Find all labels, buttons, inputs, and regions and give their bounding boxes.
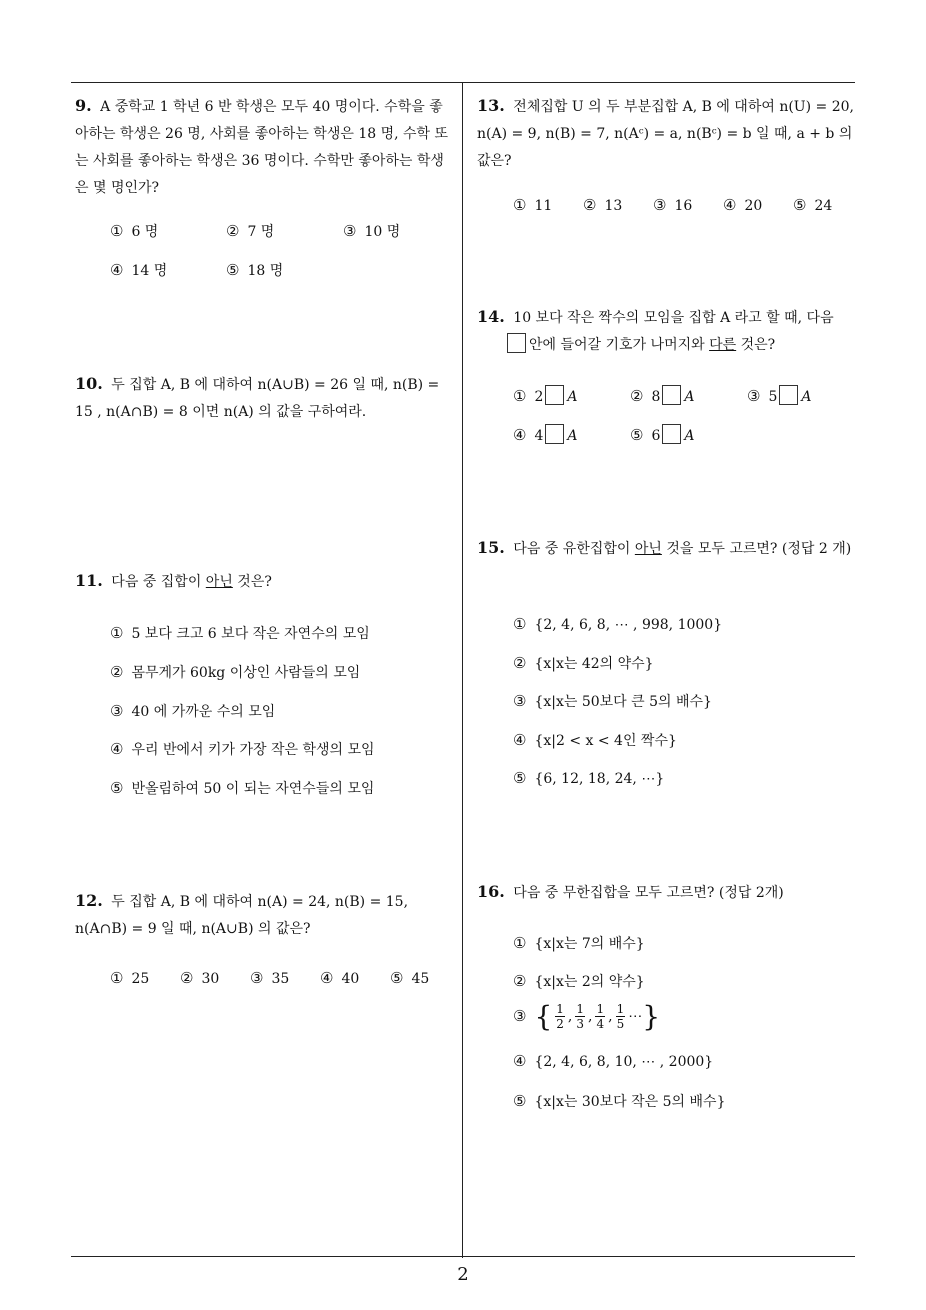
q11-option-5[interactable]: ⑤ 반올림하여 50 이 되는 자연수들의 모임: [110, 779, 375, 797]
blank-box: [662, 424, 681, 444]
q11-option-4[interactable]: ④ 우리 반에서 키가 가장 작은 학생의 모임: [110, 740, 375, 758]
q12-option-3[interactable]: ③ 35: [250, 969, 290, 987]
q15-option-5[interactable]: ⑤ {6, 12, 18, 24, ⋯}: [513, 769, 665, 787]
q13-option-1[interactable]: ① 11: [513, 196, 553, 214]
question-number: 12.: [75, 891, 103, 910]
question-number: 16.: [477, 882, 505, 901]
q14-option-5[interactable]: ⑤ 6 A: [630, 426, 695, 444]
q9-option-2[interactable]: ② 7 명: [226, 222, 275, 240]
q16-option-5[interactable]: ⑤ {x|x는 30보다 작은 5의 배수}: [513, 1092, 726, 1110]
top-rule: [71, 82, 855, 83]
question-10: [75, 370, 455, 426]
q16-option-1[interactable]: ① {x|x는 7의 배수}: [513, 934, 645, 952]
left-brace: {: [534, 1000, 553, 1033]
q15-option-2[interactable]: ② {x|x는 42의 약수}: [513, 654, 654, 672]
blank-box: [662, 385, 681, 405]
question-number: 11.: [75, 571, 103, 590]
blank-box: [507, 333, 526, 353]
q12-option-1[interactable]: ① 25: [110, 969, 150, 987]
fraction: $\frac{1}{4}$: [596, 1002, 605, 1031]
fraction: $\frac{1}{3}$: [576, 1002, 585, 1031]
blank-box: [545, 385, 564, 405]
underlined-word: 아닌: [634, 541, 662, 557]
column-divider: [462, 82, 463, 1258]
question-15: 15. 다음 중 유한집합이 아닌 것을 모두 고르면? (정답 2 개): [477, 538, 852, 557]
q11-option-2[interactable]: ② 몸무게가 60kg 이상인 사람들의 모임: [110, 663, 361, 681]
question-number: 9.: [75, 96, 92, 115]
q13-option-5[interactable]: ⑤ 24: [793, 196, 833, 214]
q11-option-1[interactable]: ① 5 보다 크고 6 보다 작은 자연수의 모임: [110, 624, 370, 642]
question-9: [75, 92, 455, 202]
q9-option-3[interactable]: ③ 10 명: [343, 222, 401, 240]
q16-option-2[interactable]: ② {x|x는 2의 약수}: [513, 972, 645, 990]
question-number: 15.: [477, 538, 505, 557]
question-text: 전체집합 U 의 두 부분집합 A, B 에 대하여 n(U) = 20, n(A) = 9, n(B) = 7, n(Aᶜ) = a, n(Bᶜ) = b 일 때, a + b 의 값은?: [477, 99, 854, 169]
question-number: 10.: [75, 374, 103, 393]
fraction: $\frac{1}{2}$: [556, 1002, 564, 1031]
q14-option-1[interactable]: ① 2 A: [513, 387, 578, 405]
bottom-rule: [71, 1256, 855, 1257]
question-12: [75, 887, 455, 943]
underlined-word: 다른: [709, 337, 737, 353]
question-13: [477, 92, 859, 175]
q13-option-3[interactable]: ③ 16: [653, 196, 693, 214]
q16-option-3[interactable]: ③ { $\frac{1}{2}$ , $\frac{1}{3}$ , $\frac{1}{4}$ , $\frac{1}{5}$ ⋯}: [513, 1000, 661, 1033]
q9-option-1[interactable]: ① 6 명: [110, 222, 159, 240]
blank-box: [779, 385, 798, 405]
question-text: A 중학교 1 학년 6 반 학생은 모두 40 명이다. 수학을 좋아하는 학생은 26 명, 사회를 좋아하는 학생은 18 명, 수학 또는 사회를 좋아하는 학생은 36 명이다. 수학만 좋아하는 학생은 몇 명인가?: [75, 99, 449, 196]
q15-option-1[interactable]: ① {2, 4, 6, 8, ⋯ , 998, 1000}: [513, 615, 723, 633]
question-number: 13.: [477, 96, 505, 115]
q9-option-5[interactable]: ⑤ 18 명: [226, 261, 284, 279]
q14-option-3[interactable]: ③ 5 A: [747, 387, 812, 405]
q15-option-3[interactable]: ③ {x|x는 50보다 큰 5의 배수}: [513, 692, 712, 710]
q11-option-3[interactable]: ③ 40 에 가까운 수의 모임: [110, 702, 276, 720]
q14-option-2[interactable]: ② 8 A: [630, 387, 695, 405]
q16-option-4[interactable]: ④ {2, 4, 6, 8, 10, ⋯ , 2000}: [513, 1052, 714, 1070]
q15-option-4[interactable]: ④ {x|2 < x < 4인 짝수}: [513, 731, 677, 749]
question-16: [477, 878, 859, 907]
underlined-word: 아닌: [205, 574, 233, 590]
q12-option-4[interactable]: ④ 40: [320, 969, 360, 987]
q12-option-2[interactable]: ② 30: [180, 969, 220, 987]
question-number: 14.: [477, 307, 505, 326]
question-14: 14. 10 보다 작은 짝수의 모임을 집합 A 라고 할 때, 다음 안에 들어갈 기호가 나머지와 다른 것은?: [477, 307, 834, 353]
page-number: 2: [457, 1264, 469, 1285]
q13-option-2[interactable]: ② 13: [583, 196, 623, 214]
q12-option-5[interactable]: ⑤ 45: [390, 969, 430, 987]
question-text: 두 집합 A, B 에 대하여 n(A∪B) = 26 일 때, n(B) = 15 , n(A∩B) = 8 이면 n(A) 의 값을 구하여라.: [75, 377, 440, 420]
fraction: $\frac{1}{5}$: [616, 1002, 625, 1031]
q9-option-4[interactable]: ④ 14 명: [110, 261, 168, 279]
question-11: 11. 다음 중 집합이 아닌 것은?: [75, 571, 272, 590]
right-brace: }: [642, 1000, 661, 1033]
q13-option-4[interactable]: ④ 20: [723, 196, 763, 214]
question-text: 두 집합 A, B 에 대하여 n(A) = 24, n(B) = 15, n(A∩B) = 9 일 때, n(A∪B) 의 값은?: [75, 894, 409, 937]
question-text: 다음 중 무한집합을 모두 고르면? (정답 2개): [513, 885, 784, 901]
blank-box: [545, 424, 564, 444]
q14-option-4[interactable]: ④ 4 A: [513, 426, 578, 444]
